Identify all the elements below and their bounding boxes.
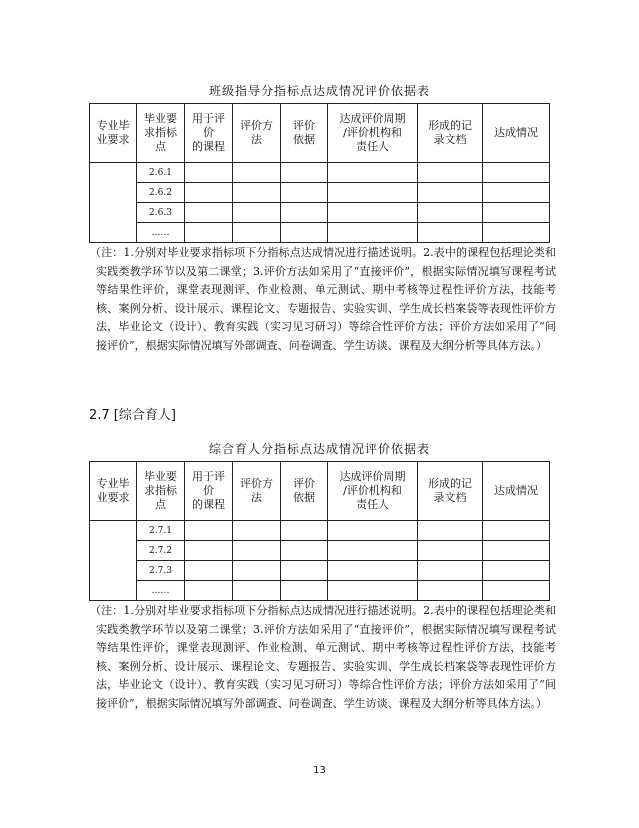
header-cell: 专业毕 业要求 xyxy=(90,104,137,163)
indicator-cell: 2.6.2 xyxy=(137,183,185,203)
header-cell: 用于评 价 的课程 xyxy=(185,462,233,521)
section-heading: 2.7 [综合育人] xyxy=(89,408,176,423)
indicator-cell: 2.7.1 xyxy=(137,521,185,541)
indicator-cell: 2.6.3 xyxy=(137,203,185,223)
table-row xyxy=(90,541,550,561)
header-cell: 评价 依据 xyxy=(281,462,328,521)
table-row xyxy=(90,203,550,223)
indicator-cell: …… xyxy=(137,223,185,243)
table-row xyxy=(90,183,550,203)
header-cell: 评价方 法 xyxy=(233,462,281,521)
table-row xyxy=(90,561,550,581)
header-cell: 达成情况 xyxy=(483,104,550,163)
header-cell: 评价方 法 xyxy=(233,104,281,163)
header-cell: 达成情况 xyxy=(483,462,550,521)
header-cell: 达成评价周期 /评价机构和 责任人 xyxy=(328,462,418,521)
header-cell: 达成评价周期 /评价机构和 责任人 xyxy=(328,104,418,163)
header-cell: 用于评 价 的课程 xyxy=(185,104,233,163)
evaluation-table-class-guidance xyxy=(89,103,550,243)
header-cell: 毕业要 求指标 点 xyxy=(137,104,185,163)
evaluation-table-comprehensive-education xyxy=(89,461,550,601)
indicator-cell: 2.6.1 xyxy=(137,163,185,183)
indicator-cell: 2.7.2 xyxy=(137,541,185,561)
header-cell: 毕业要 求指标 点 xyxy=(137,462,185,521)
header-cell: 形成的记 录文档 xyxy=(418,462,483,521)
header-cell: 评价 依据 xyxy=(281,104,328,163)
table-note-class-guidance: （注：1.分别对毕业要求指标项下分指标点达成情况进行描述说明。2.表中的课程包括理论类和实践类教学环节以及第二课堂；3.评价方法如采用了“直接评价”，根据实际情况填写课程考试等结果性评价，课堂表现测评、作业检测、单元测试、期中考核等过程性评价方法，技能考核、案例分析、设计展示、课程论文、专题报告、实验实训、学生成长档案袋等表现性评价方法，毕业论文（设计）、教育实践（实习见习研习）等综合性评价方法；评价方法如采用了“间接评价”，根据实际情况填写外部调查、问卷调查、学生访谈、课程及大纲分析等具体方法。） xyxy=(90,246,556,352)
table-row xyxy=(90,223,550,243)
table-row xyxy=(90,163,550,183)
table-title-class-guidance: 班级指导分指标点达成情况评价依据表 xyxy=(208,84,430,98)
header-cell: 形成的记 录文档 xyxy=(418,104,483,163)
merged-cell xyxy=(90,521,137,601)
indicator-cell: 2.7.3 xyxy=(137,561,185,581)
header-cell: 专业毕 业要求 xyxy=(90,462,137,521)
table-title-comprehensive-education: 综合育人分指标点达成情况评价依据表 xyxy=(208,442,430,456)
table-row xyxy=(90,521,550,541)
table-row xyxy=(90,581,550,601)
indicator-cell: …… xyxy=(137,581,185,601)
table-note-comprehensive-education: （注：1.分别对毕业要求指标项下分指标点达成情况进行描述说明。2.表中的课程包括理论类和实践类教学环节以及第二课堂；3.评价方法如采用了“直接评价”，根据实际情况填写课程考试等结果性评价，课堂表现测评、作业检测、单元测试、期中考核等过程性评价方法，技能考核、案例分析、设计展示、课程论文、专题报告、实验实训、学生成长档案袋等表现性评价方法，毕业论文（设计）、教育实践（实习见习研习）等综合性评价方法；评价方法如采用了“间接评价”，根据实际情况填写外部调查、问卷调查、学生访谈、课程及大纲分析等具体方法。） xyxy=(90,604,556,710)
page-number: 13 xyxy=(313,765,326,776)
merged-cell xyxy=(90,163,137,243)
